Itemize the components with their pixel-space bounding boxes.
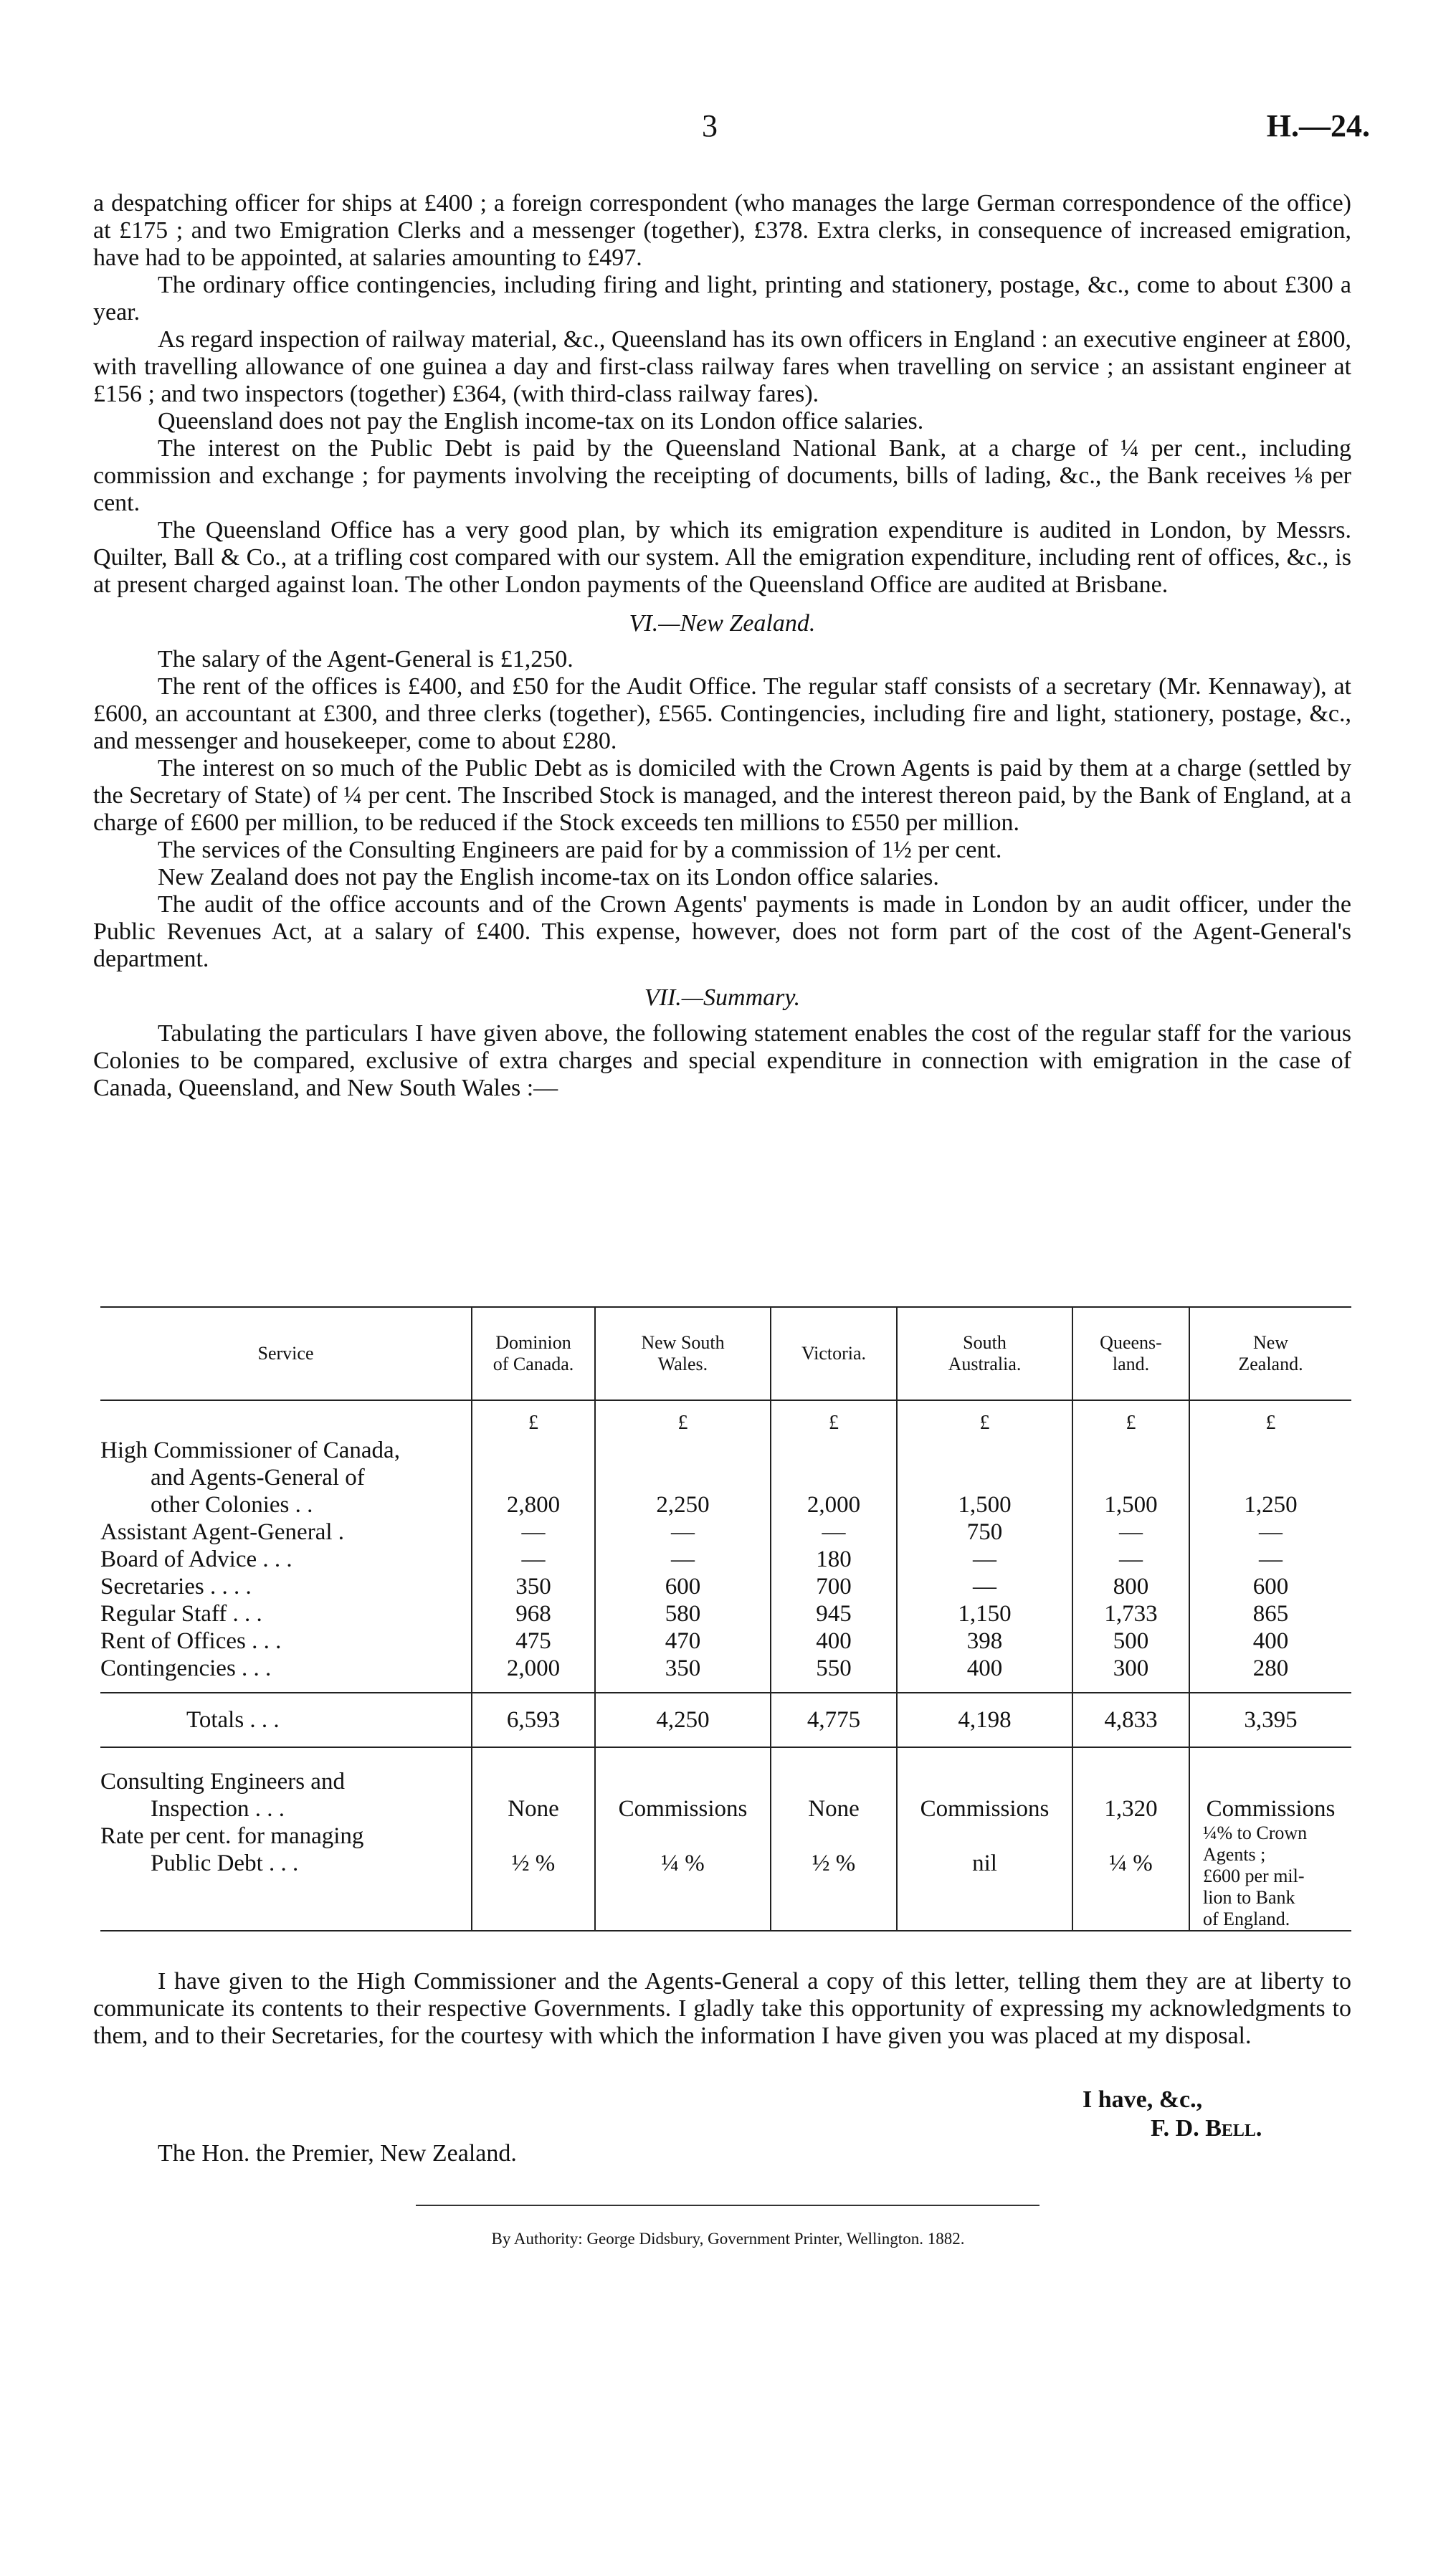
closing-section <box>93 1968 1351 2050</box>
printer-imprint: By Authority: George Didsbury, Government Printer, Wellington. 1882. <box>491 2230 965 2248</box>
total-queensland: 4,833 <box>1072 1693 1189 1747</box>
paragraph: a despatching officer for ships at £400 ; a foreign correspondent (who manages the large German correspondence of the office) at £175 ; and two Emigration Clerks and a messenger (together), £378. Extra clerks, in consequence of increased emigration, have had to be appointed, at salaries amounting to £497. <box>93 190 1351 271</box>
paragraph: New Zealand does not pay the English income-tax on its London office salaries. <box>158 864 939 890</box>
paragraph: As regard inspection of railway material, &c., Queensland has its own officers in England : an executive engineer at £800, with travelling allowance of one guinea a day and first-class railway fares when travelling on service ; an assistant engineer at £156 ; and two inspectors (together) £364, (with third-class railway fares). <box>93 326 1351 407</box>
total-new-zealand: 3,395 <box>1189 1693 1351 1747</box>
column-victoria: £ 2,000 — 180 700 945 400 550 <box>771 1400 897 1693</box>
divider <box>416 2205 1039 2206</box>
service-labels: High Commissioner of Canada, and Agents-General of other Colonies . . Assistant Agent-General . Board of Advice . . . Secretaries . . . . Regular Staff . . . Rent of Offices . . . Contingencies . . . <box>100 1438 400 1681</box>
total-south-australia: 4,198 <box>897 1693 1072 1747</box>
header-nsw: New South Wales. <box>595 1307 771 1400</box>
summary-table <box>100 1306 1351 1931</box>
header-queensland: Queens- land. <box>1072 1307 1189 1400</box>
total-nsw: 4,250 <box>595 1693 771 1747</box>
extra-south-australia: Commissions nil <box>897 1747 1072 1931</box>
column-south-australia: £ 1,500 750 — — 1,150 398 400 <box>897 1400 1072 1693</box>
paragraph: Tabulating the particulars I have given above, the following statement enables the cost of the regular staff for the various Colonies to be compared, exclusive of extra charges and special expenditure in connection with emigration in the case of Canada, Queensland, and New South Wales :— <box>93 1020 1351 1101</box>
header-service: Service <box>100 1307 472 1400</box>
closing-paragraph: I have given to the High Commissioner and the Agents-General a copy of this letter, telling them they are at liberty to communicate its contents to their respective Governments. I gladly take this opportunity of expressing my acknowledgments to them, and to their Secretaries, for the courtesy with which the information I have given you was placed at my disposal. <box>93 1968 1351 2049</box>
nz-debt-note: ¼% to Crown Agents ; £600 per mil- lion to Bank of England. <box>1203 1823 1308 1929</box>
header-victoria: Victoria. <box>771 1307 897 1400</box>
column-nsw: £ 2,250 — — 600 580 470 350 <box>595 1400 771 1693</box>
section-heading-new-zealand: VI.—New Zealand. <box>629 610 816 637</box>
sign-off: I have, &c., <box>1083 2086 1203 2113</box>
table-body-row <box>100 1400 1351 1693</box>
header-south-australia: South Australia. <box>897 1307 1072 1400</box>
total-victoria: 4,775 <box>771 1693 897 1747</box>
column-new-zealand: £ 1,250 — — 600 865 400 280 <box>1189 1400 1351 1693</box>
totals-row <box>100 1693 1351 1747</box>
paragraph: The audit of the office accounts and of the Crown Agents' payments is made in London by an audit officer, under the Public Revenues Act, at a salary of £400. This expense, however, does not form part of the cost of the Agent-General's department. <box>93 891 1351 972</box>
paragraph: Queensland does not pay the English income-tax on its London office salaries. <box>158 408 924 434</box>
extra-queensland: 1,320 ¼ % <box>1072 1747 1189 1931</box>
total-canada: 6,593 <box>472 1693 595 1747</box>
column-queensland: £ 1,500 — — 800 1,733 500 300 <box>1072 1400 1189 1693</box>
document-reference: H.—24. <box>1266 108 1370 143</box>
table-header-row <box>100 1307 1351 1400</box>
extra-canada: None ½ % <box>472 1747 595 1931</box>
page-number: 3 <box>702 108 718 143</box>
section-heading-summary: VII.—Summary. <box>644 984 801 1011</box>
extra-victoria: None ½ % <box>771 1747 897 1931</box>
paragraph: The services of the Consulting Engineers are paid for by a commission of 1½ per cent. <box>158 837 1002 863</box>
header-new-zealand: New Zealand. <box>1189 1307 1351 1400</box>
paragraph: The ordinary office contingencies, including firing and light, printing and stationery, postage, &c., come to about £300 a year. <box>93 272 1351 325</box>
extra-labels: Consulting Engineers and Inspection . . . Rate per cent. for managing Public Debt . . . <box>100 1747 472 1931</box>
paragraph: The interest on so much of the Public Debt as is domiciled with the Crown Agents is paid by them at a charge (settled by the Secretary of State) of ¼ per cent. The Inscribed Stock is managed, and the interest thereon paid, by the Bank of England, at a charge of £600 per million, to be reduced if the Stock exceeds ten millions to £550 per million. <box>93 755 1351 836</box>
column-canada: £ 2,800 — — 350 968 475 2,000 <box>472 1400 595 1693</box>
paragraph: The Queensland Office has a very good plan, by which its emigration expenditure is audited in London, by Messrs. Quilter, Ball & Co., at a trifling cost compared with our system. All the emigration expenditure, including rent of offices, &c., is at present charged against loan. The other London payments of the Queensland Office are audited at Brisbane. <box>93 517 1351 598</box>
paragraph: The interest on the Public Debt is paid by the Queensland National Bank, at a charge of ¼ per cent., including commission and exchange ; for payments involving the receipting of documents, bills of lading, &c., the Bank receives ⅛ per cent. <box>93 435 1351 516</box>
signature: F. D. Bell. <box>1151 2115 1262 2142</box>
extra-nsw: Commissions ¼ % <box>595 1747 771 1931</box>
addressee: The Hon. the Premier, New Zealand. <box>158 2140 517 2167</box>
header-canada: Dominion of Canada. <box>472 1307 595 1400</box>
extra-new-zealand: Commissions ¼% to Crown Agents ; £600 per mil- lion to Bank of England. <box>1189 1747 1351 1931</box>
totals-label: Totals . . . <box>100 1693 472 1747</box>
paragraph: The salary of the Agent-General is £1,250. <box>158 646 574 673</box>
extra-rows <box>100 1747 1351 1931</box>
queensland-section <box>93 190 1351 1102</box>
paragraph: The rent of the offices is £400, and £50 for the Audit Office. The regular staff consists of a secretary (Mr. Kennaway), at £600, an accountant at £300, and three clerks (together), £565. Contingencies, including fire and light, stationery, postage, &c., and messenger and housekeeper, come to about £280. <box>93 673 1351 754</box>
